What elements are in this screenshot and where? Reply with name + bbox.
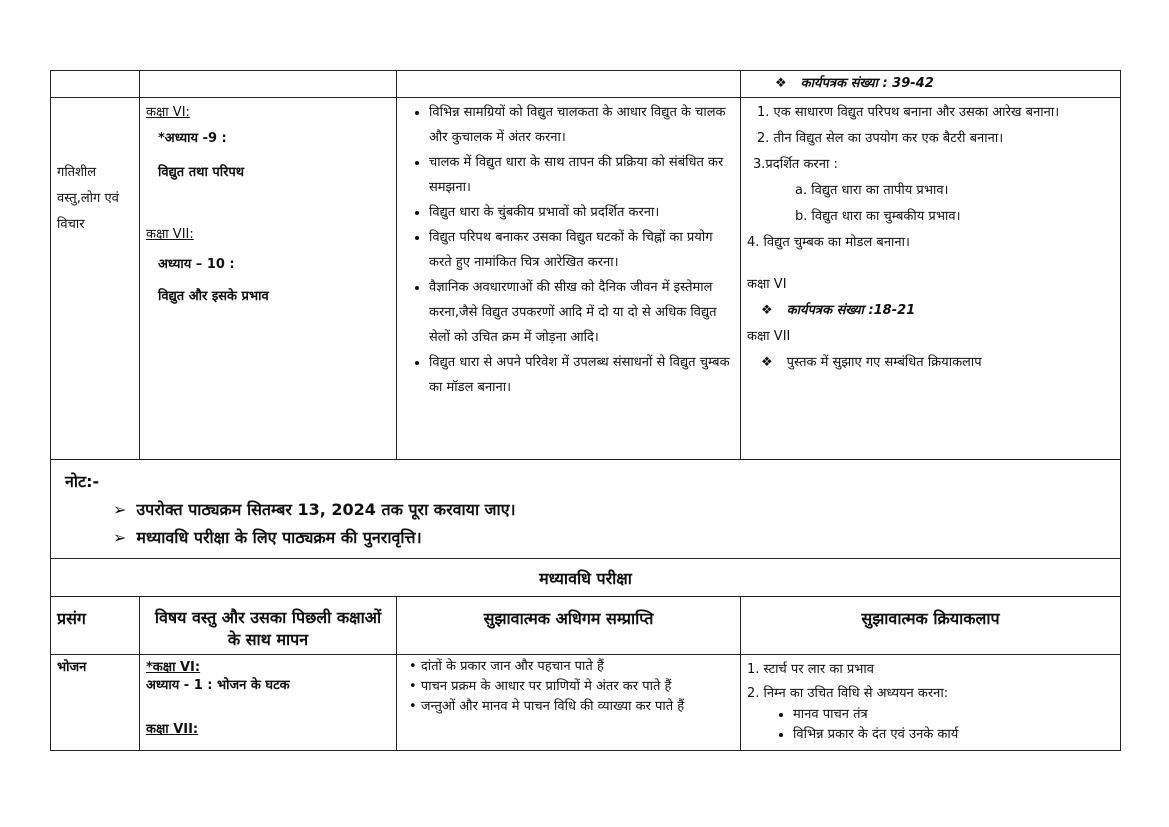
list-item: • दांतों के प्रकार जान और पहचान पाते हैं	[409, 659, 604, 674]
worksheet-number: ❖ कार्यपत्रक संख्या : 39-42	[775, 76, 934, 91]
activity-item: 2. तीन विद्युत सेल का उपयोग कर एक बैटरी बनाना।	[757, 131, 1004, 146]
activity-item: 4. विद्युत चुम्बक का मोडल बनाना।	[747, 235, 910, 250]
list-item: • वैज्ञानिक अवधारणाओं की सीख को दैनिक जीवन में इस्तेमाल करना,जैसे विद्युत उपकरणों आदि में दो या दो से अधिक विद्युत सेलों को उचित क्रम में जोड़ना आदि।	[429, 275, 734, 350]
activity-item: 2. निम्न का उचित विधि से अध्ययन करना:	[747, 686, 949, 701]
table-row	[51, 71, 1121, 98]
class-label: *कक्षा VI:	[146, 660, 201, 675]
list-item: • विद्युत धारा के चुंबकीय प्रभावों को प्रदर्शित करना।	[429, 200, 734, 225]
chapter-title: विद्युत और इसके प्रभाव	[158, 289, 269, 304]
chapter-number: *अध्याय -9 :	[158, 131, 227, 146]
table-row	[51, 460, 1121, 559]
list-item: • विद्युत परिपथ बनाकर उसका विद्युत घटकों के चिह्नों का प्रयोग करते हुए नामांकित चित्र आरेखित करना।	[429, 225, 734, 275]
chapter-title: विद्युत तथा परिपथ	[158, 165, 245, 180]
note-title: नोट:-	[65, 472, 100, 491]
class-label: कक्षा VII:	[146, 722, 199, 737]
learning-outcomes-list	[399, 657, 734, 717]
list-item: • मानव पाचन तंत्र	[793, 705, 1114, 725]
column-header: प्रसंग	[51, 597, 140, 655]
syllabus-table	[50, 70, 1121, 751]
note-item: ➢ मध्यावधि परीक्षा के लिए पाठ्यक्रम की पुनरावृत्ति।	[113, 526, 1106, 548]
class-label: कक्षा VI	[747, 277, 787, 292]
activity-item: ❖ पुस्तक में सुझाए गए सम्बंधित क्रियाकलाप	[761, 355, 982, 370]
class-label: कक्षा VII:	[146, 227, 194, 242]
list-item: • चालक में विद्युत धारा के साथ तापन की प्रक्रिया को संबंधित कर समझना।	[429, 150, 734, 200]
table-header-row	[51, 597, 1121, 655]
section-title: मध्यावधि परीक्षा	[51, 559, 1121, 597]
column-header: विषय वस्तु और उसका पिछली कक्षाओं के साथ मापन	[140, 597, 397, 655]
list-item: • विभिन्न सामग्रियों को विद्युत चालकता के आधार विद्युत के चालक और कुचालक में अंतर करना।	[429, 100, 734, 150]
table-row	[51, 98, 1121, 460]
class-label: कक्षा VI:	[146, 105, 190, 120]
activity-item: 1. एक साधारण विद्युत परिपथ बनाना और उसका आरेख बनाना।	[757, 105, 1060, 120]
activity-subitem: a. विद्युत धारा का तापीय प्रभाव।	[795, 183, 949, 198]
theme-label: भोजन	[51, 655, 140, 751]
list-item: • विभिन्न प्रकार के दंत एवं उनके कार्य	[793, 725, 1114, 745]
chapter-number: अध्याय – 10 :	[158, 257, 235, 272]
theme-label: गतिशील वस्तु,लोग एवं विचार	[57, 165, 119, 232]
activity-subitem: b. विद्युत धारा का चुम्बकीय प्रभाव।	[795, 209, 961, 224]
table-row	[51, 559, 1121, 597]
worksheet-number: ❖ कार्यपत्रक संख्या :18-21	[761, 303, 915, 318]
activity-sublist	[747, 705, 1114, 745]
chapter-title: अध्याय - 1 : भोजन के घटक	[146, 678, 290, 693]
note-item: ➢ उपरोक्त पाठ्यक्रम सितम्बर 13, 2024 तक पूरा करवाया जाए।	[113, 498, 1106, 520]
list-item: • जन्तुओं और मानव मे पाचन विधि की व्याख्या कर पाते हैं	[409, 699, 685, 714]
column-header: सुझावात्मक अधिगम सम्प्राप्ति	[397, 597, 741, 655]
list-item: • विद्युत धारा से अपने परिवेश में उपलब्ध संसाधनों से विद्युत चुम्बक का मॉडल बनाना।	[429, 350, 734, 400]
list-item: • पाचन प्रक्रम के आधार पर प्राणियों मे अंतर कर पाते हैं	[409, 679, 672, 694]
table-row	[51, 655, 1121, 751]
class-label: कक्षा VII	[747, 329, 791, 344]
activity-item: 1. स्टार्च पर लार का प्रभाव	[747, 662, 874, 677]
column-header: सुझावात्मक क्रियाकलाप	[741, 597, 1121, 655]
syllabus-page	[50, 70, 1120, 751]
activity-item: 3.प्रदर्शित करना :	[753, 157, 838, 172]
learning-outcomes-list	[403, 100, 734, 400]
